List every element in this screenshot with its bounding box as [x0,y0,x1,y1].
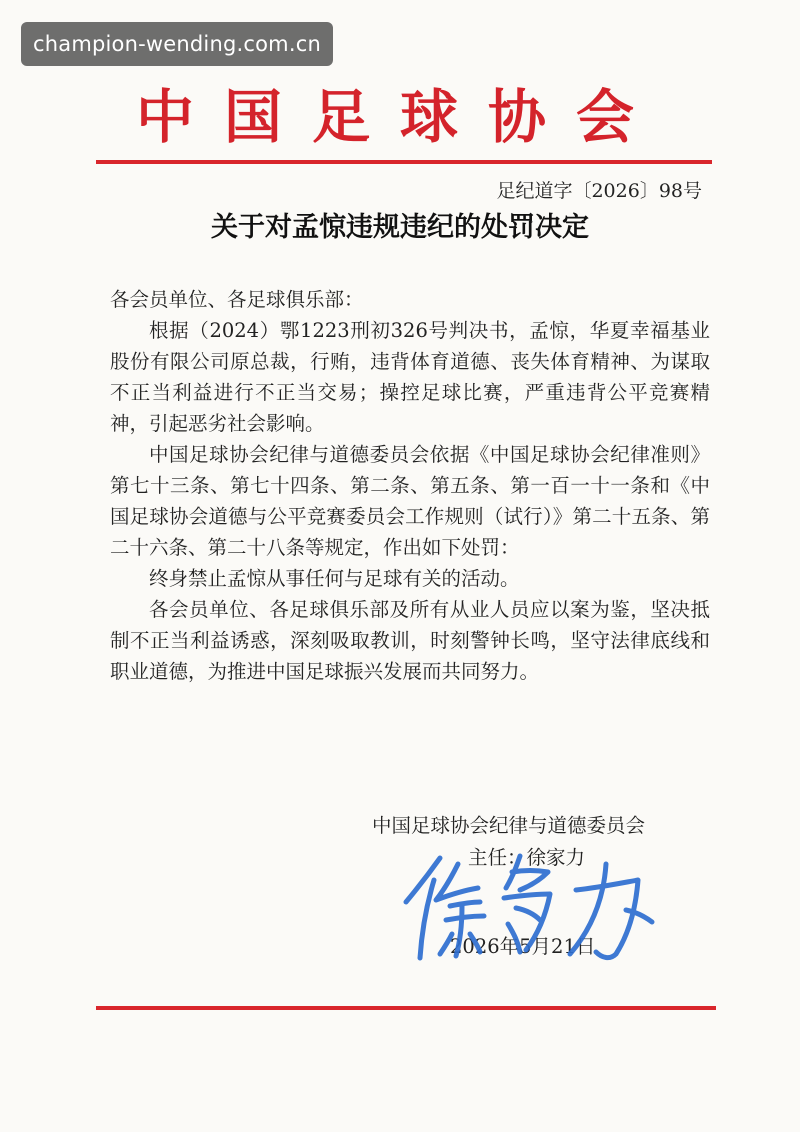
footer-divider [96,1006,716,1010]
paragraph-penalty: 终身禁止孟惊从事任何与足球有关的活动。 [149,567,520,590]
organization-header: 中国足球协会 [135,83,664,151]
paragraph-call: 各会员单位、各足球俱乐部及所有从业人员应以案为鉴，坚决抵制不正当利益诱惑，深刻吸取教训，时刻警钟长鸣，坚守法律底线和职业道德，为推进中国足球振兴发展而共同努力。 [110,598,710,683]
watermark-badge: champion-wending.com.cn [21,22,333,66]
signing-committee: 中国足球协会纪律与道德委员会 [372,814,646,837]
paragraph-basis: 根据（2024）鄂1223刑初326号判决书，孟惊，华夏幸福基业股份有限公司原总裁，行贿，违背体育道德、丧失体育精神、为谋取不正当利益进行不正当交易；操控足球比赛，严重违背公平竞赛精神，引起恶劣社会影响。 [110,319,710,435]
document-body [110,284,710,687]
handwritten-signature-icon [400,850,660,970]
paragraph-decision: 中国足球协会纪律与道德委员会依据《中国足球协会纪律准则》第七十三条、第七十四条、第二条、第五条、第一百一十一条和《中国足球协会道德与公平竞赛委员会工作规则（试行）》第二十五条、第二十六条、第二十八条等规定，作出如下处罚： [110,443,710,559]
document-title: 关于对孟惊违规违纪的处罚决定 [211,212,589,243]
document-number: 足纪道字〔2026〕98号 [496,180,702,202]
signing-date: 2026年5月21日 [450,935,596,958]
header-divider [96,160,712,164]
signing-chair: 主任：徐家力 [468,846,586,869]
salutation: 各会员单位、各足球俱乐部： [110,288,364,311]
